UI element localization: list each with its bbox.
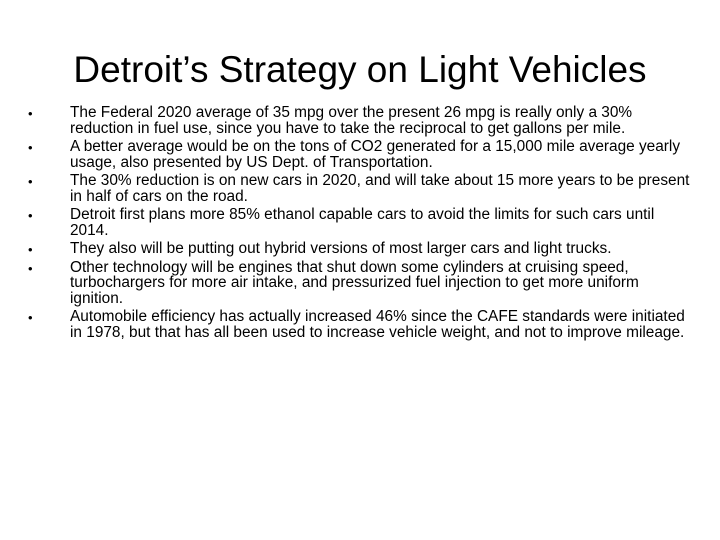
bullet-item bbox=[22, 139, 692, 170]
bullet-text: Automobile efficiency has actually increased 46% since the CAFE standards were initiated in 1978, but that has all been used to increase vehicle weight, and not to improve mileage. bbox=[70, 308, 685, 341]
bullet-marker: • bbox=[28, 106, 33, 121]
bullet-text: The Federal 2020 average of 35 mpg over the present 26 mpg is really only a 30% reduction in fuel use, since you have to take the reciprocal to get gallons per mile. bbox=[70, 104, 633, 137]
bullet-text: They also will be putting out hybrid versions of most larger cars and light trucks. bbox=[70, 240, 612, 257]
bullet-marker: • bbox=[28, 174, 33, 189]
bullet-list bbox=[22, 105, 692, 343]
bullet-text: A better average would be on the tons of CO2 generated for a 15,000 mile average yearly usage, also presented by US Dept. of Transportation. bbox=[70, 138, 681, 171]
slide-title: Detroit’s Strategy on Light Vehicles bbox=[73, 49, 647, 90]
bullet-marker: • bbox=[28, 310, 33, 325]
bullet-marker: • bbox=[28, 242, 33, 257]
bullet-text: Detroit first plans more 85% ethanol capable cars to avoid the limits for such cars until 2014. bbox=[70, 206, 655, 239]
bullet-item bbox=[22, 173, 692, 204]
bullet-text: The 30% reduction is on new cars in 2020, and will take about 15 more years to be present in half of cars on the road. bbox=[70, 172, 690, 205]
bullet-marker: • bbox=[28, 140, 33, 155]
bullet-item bbox=[22, 260, 692, 307]
bullet-item bbox=[22, 309, 692, 340]
bullet-text: Other technology will be engines that shut down some cylinders at cruising speed, turbochargers for more air intake, and pressurized fuel injection to get more uniform ignition. bbox=[70, 258, 639, 307]
bullet-marker: • bbox=[28, 208, 33, 223]
bullet-item bbox=[22, 105, 692, 136]
bullet-marker: • bbox=[28, 260, 33, 276]
bullet-item bbox=[22, 241, 692, 257]
bullet-item bbox=[22, 207, 692, 238]
